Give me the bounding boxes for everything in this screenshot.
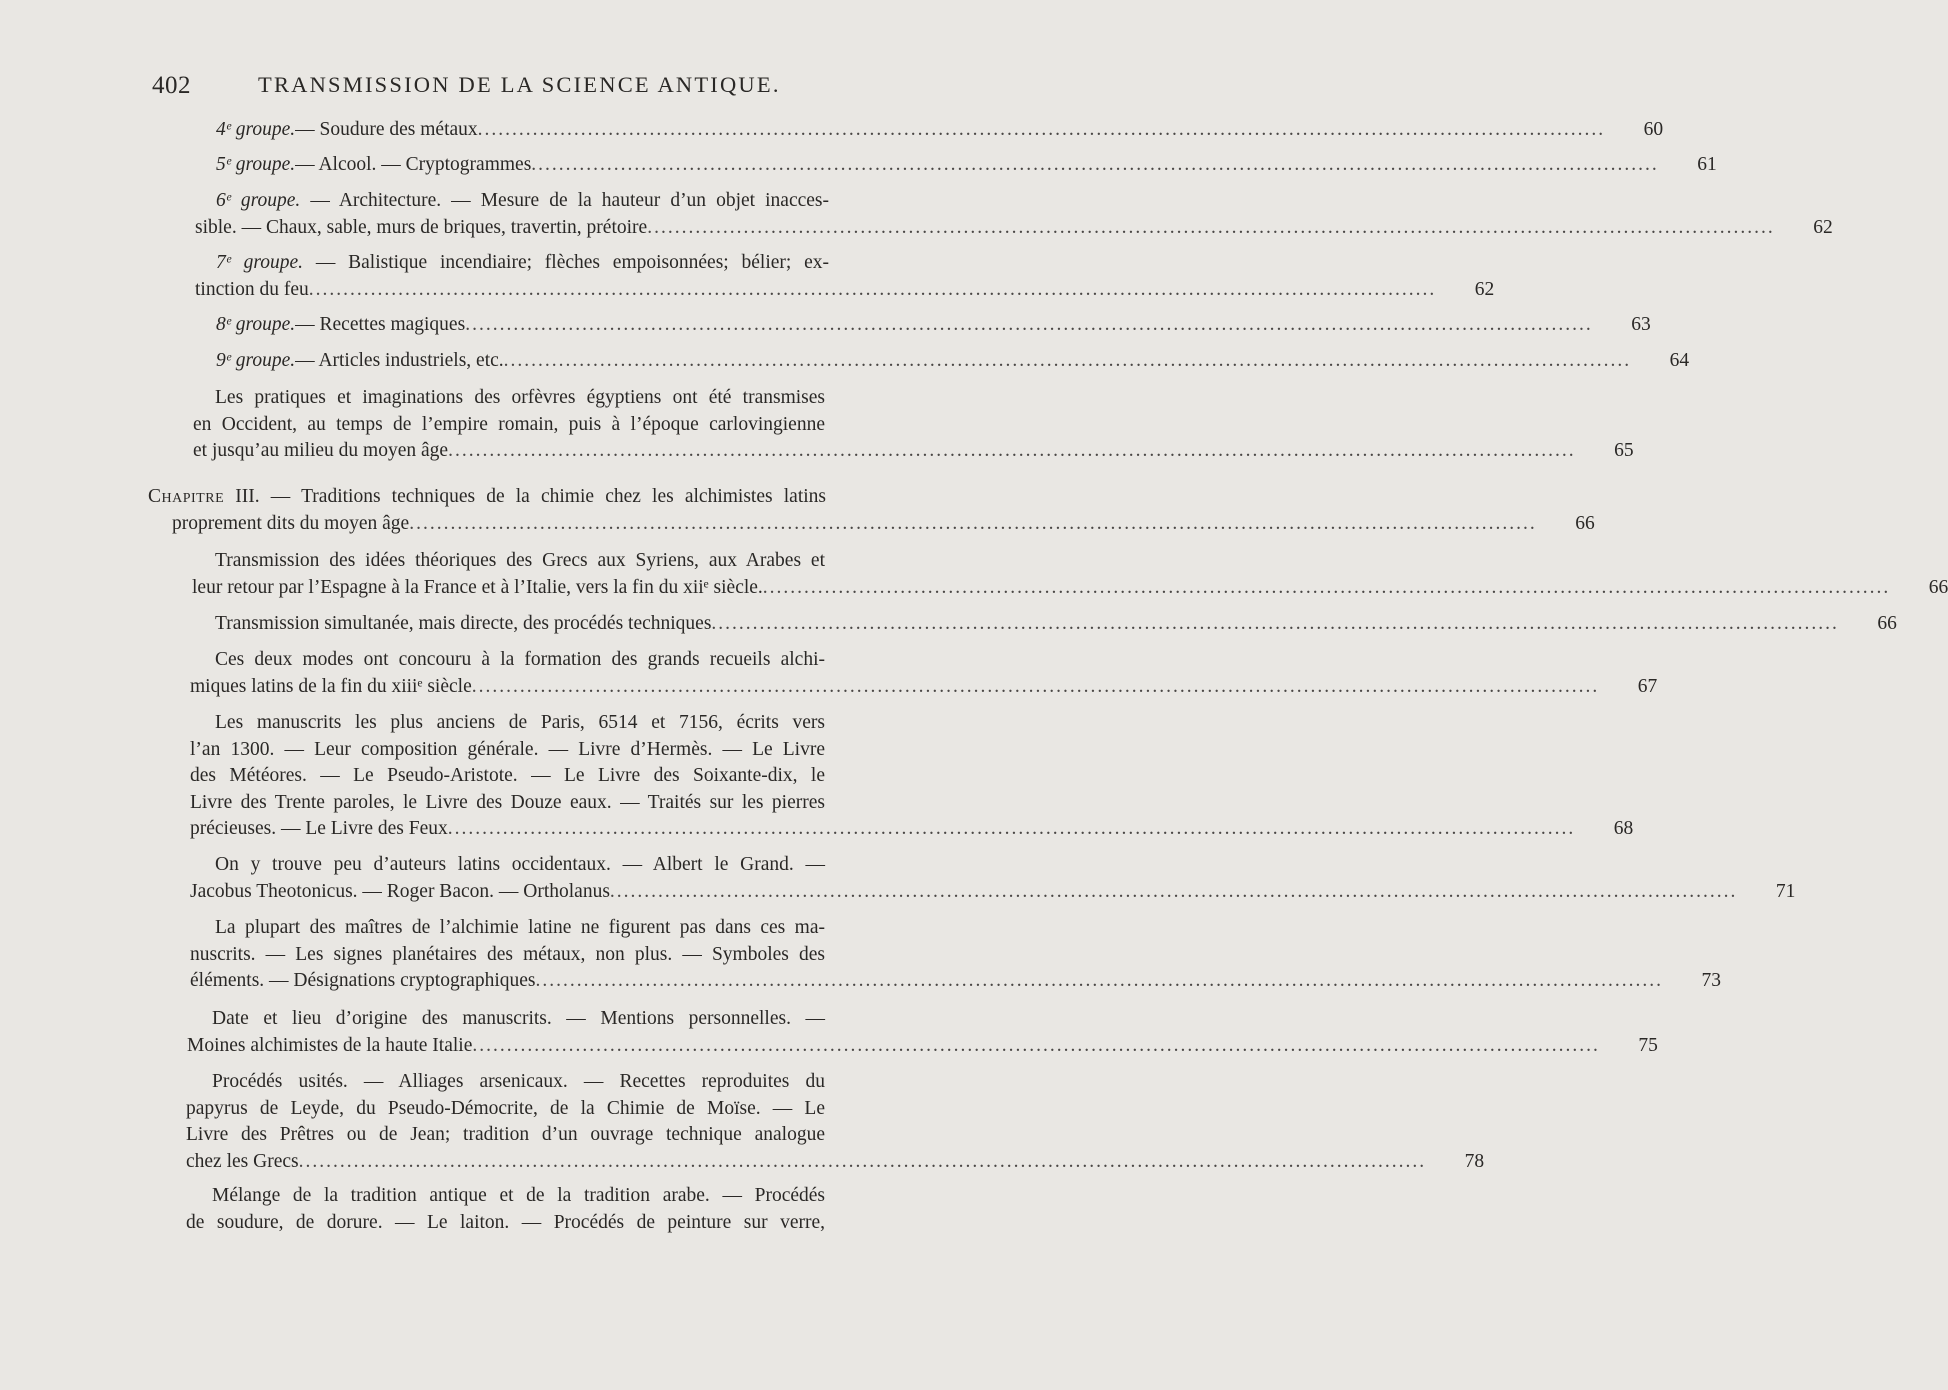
entry-text: Les pratiques et imaginations des orfèvres égyptiens ont été transmises [215,387,825,408]
entry-text: Jacobus Theotonicus. — Roger Bacon. — Ortholanus [190,880,610,902]
entry-text: en Occident, au temps de l’empire romain, puis à l’époque carlovingienne [193,413,825,435]
page-ref: 63 [1631,314,1651,335]
dot-leader: .................................................................................................................................................................... [711,613,1839,634]
entry-text: Livre des Trente paroles, le Livre des Douze eaux. — Traités sur les pierres [190,791,825,813]
dot-leader: .................................................................................................................................................................... [535,970,1664,991]
entry-text: Transmission simultanée, mais directe, des procédés techniques [215,613,712,634]
dot-leader: .................................................................................................................................................................... [447,818,1576,839]
dot-leader: .................................................................................................................................................................... [448,440,1576,461]
dot-leader: .................................................................................................................................................................... [503,350,1632,371]
toc-entry [190,647,1658,700]
toc-entry [186,1069,1485,1175]
entry-label: 8ᵉ groupe. [216,314,296,335]
toc-entry [192,548,1948,601]
entry-text: — Recettes magiques [295,314,466,335]
entry-text: Les manuscrits les plus anciens de Paris, 6514 et 7156, écrits vers [215,712,825,733]
entry-text: Moines alchimistes de la haute Italie [187,1034,473,1056]
entry-text: chez les Grecs [186,1150,299,1172]
entry-text: Transmission des idées théoriques des Grecs aux Syriens, aux Arabes et [215,550,825,571]
dot-leader: .................................................................................................................................................................... [472,1034,1600,1056]
entry-text: proprement dits du moyen âge [172,512,410,534]
entry-text: sible. — Chaux, sable, murs de briques, travertin, prétoire [195,216,648,238]
toc-entry [216,152,1717,179]
entry-text: Livre des Prêtres ou de Jean; tradition d’un ouvrage technique analogue [186,1124,825,1145]
dot-leader: .................................................................................................................................................................... [471,675,1600,697]
toc-entry [195,250,1495,303]
page-ref: 65 [1614,440,1634,461]
dot-leader: .................................................................................................................................................................... [308,278,1437,300]
running-title: TRANSMISSION DE LA SCIENCE ANTIQUE. [258,72,781,97]
toc-entry [216,117,1664,144]
toc-entry [190,915,1722,995]
toc-entry [215,611,1897,638]
entry-label: 7ᵉ groupe. [216,252,304,273]
entry-text: et jusqu’au milieu du moyen âge [193,440,449,461]
page-ref: 67 [1637,675,1658,697]
toc-entry [216,312,1651,339]
dot-leader: .................................................................................................................................................................... [298,1150,1427,1172]
toc-entry [216,348,1690,375]
page-ref: 64 [1669,350,1690,371]
page-ref: 62 [1474,278,1495,300]
dot-leader: .................................................................................................................................................................... [531,154,1659,175]
entry-text: de soudure, de dorure. — Le laiton. — Procédés de peinture sur verre, [186,1211,825,1233]
page-ref: 73 [1701,970,1722,991]
entry-text: Mélange de la tradition antique et de la tradition arabe. — Procédés [212,1185,825,1206]
entry-text: On y trouve peu d’auteurs latins occidentaux. — Albert le Grand. — [215,854,825,875]
entry-text: — Soudure des métaux [295,119,478,140]
toc-entry [190,710,1634,843]
toc-entry [190,852,1796,905]
entry-text: Procédés usités. — Alliages arsenicaux. — Recettes reproduites du [212,1071,825,1092]
dot-leader: .................................................................................................................................................................... [647,216,1775,238]
entry-text: III. — Traditions techniques de la chimie chez les alchimistes latins [224,486,826,507]
entry-text: précieuses. — Le Livre des Feux [190,818,448,839]
entry-text: papyrus de Leyde, du Pseudo-Démocrite, de la Chimie de Moïse. — Le [186,1097,825,1119]
entry-label: 5ᵉ groupe. [216,154,296,175]
dot-leader: .................................................................................................................................................................... [477,119,1606,140]
page-ref: 62 [1813,216,1833,238]
page-ref: 68 [1613,818,1634,839]
dot-leader: .................................................................................................................................................................... [465,314,1593,335]
entry-text: La plupart des maîtres de l’alchimie latine ne figurent pas dans ces ma- [215,917,825,938]
toc-entry [195,188,1833,241]
entry-label: 6ᵉ groupe. [216,190,301,211]
entry-label: 9ᵉ groupe. [216,350,296,371]
page-ref: 66 [1575,512,1595,534]
entry-text: leur retour par l’Espagne à la France et à l’Italie, vers la fin du xiiᵉ siècle. [192,576,763,598]
entry-text: — Articles industriels, etc. [295,350,504,371]
page-header [0,72,1000,106]
dot-leader: .................................................................................................................................................................... [409,512,1537,534]
entry-text: l’an 1300. — Leur composition générale. — Livre d’Hermès. — Le Livre [190,738,825,760]
page-ref: 66 [1877,613,1897,634]
page-ref: 75 [1638,1034,1658,1056]
entry-text: tinction du feu [195,278,309,300]
page-ref: 71 [1775,880,1796,902]
page-ref: 66 [1928,576,1948,598]
page-ref: 61 [1697,154,1717,175]
entry-text: — Balistique incendiaire; flèches empoisonnées; bélier; ex- [303,252,829,273]
entry-text: — Architecture. — Mesure de la hauteur d’un objet inacces- [300,190,830,211]
chapter-label: Chapitre [148,486,225,507]
toc-entry [186,1183,892,1236]
page-number: 402 [152,72,191,99]
entry-text: miques latins de la fin du xiiiᵉ siècle [190,675,472,697]
toc-entry [193,385,1634,465]
entry-label: 4ᵉ groupe. [216,119,296,140]
page-ref: 60 [1643,119,1664,140]
dot-leader: .................................................................................................................................................................... [609,880,1738,902]
entry-text: nuscrits. — Les signes planétaires des métaux, non plus. — Symboles des [190,943,825,965]
entry-text: — Alcool. — Cryptogrammes [295,154,532,175]
page-ref: 78 [1464,1150,1485,1172]
entry-text: Ces deux modes ont concouru à la formation des grands recueils alchi- [215,649,825,670]
toc-entry [148,484,1595,537]
entry-text: des Météores. — Le Pseudo-Aristote. — Le Livre des Soixante-dix, le [190,765,825,786]
entry-text: Date et lieu d’origine des manuscrits. — Mentions personnelles. — [212,1008,825,1029]
dot-leader: .................................................................................................................................................................... [762,576,1891,598]
entry-text: éléments. — Désignations cryptographiques [190,970,536,991]
toc-entry [187,1006,1658,1059]
